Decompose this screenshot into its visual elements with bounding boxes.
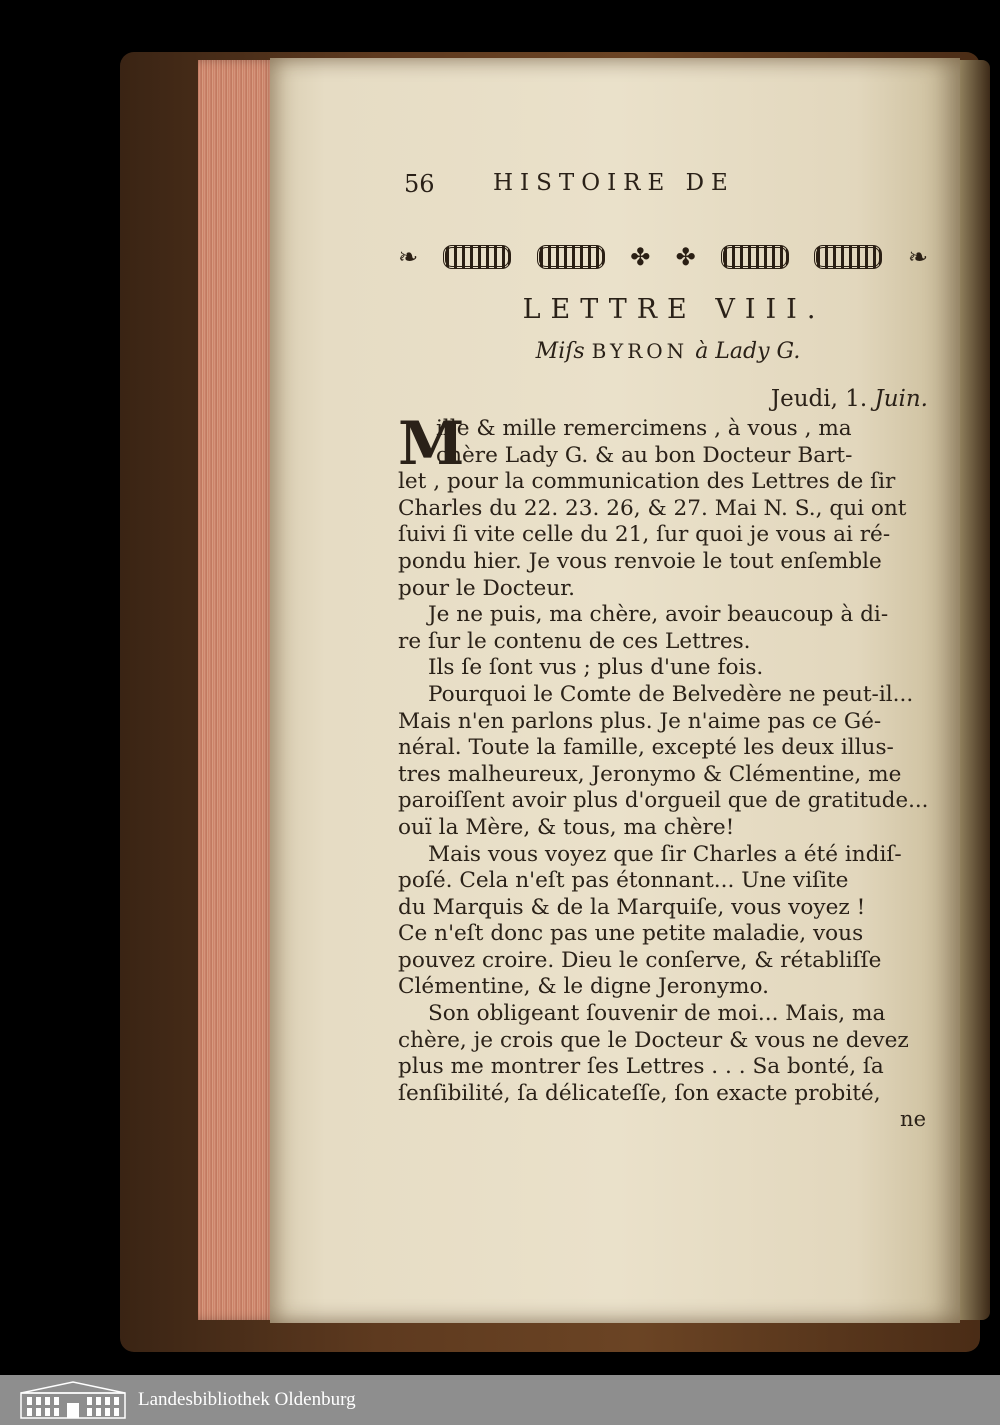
library-name: Landesbibliothek Oldenburg <box>138 1389 356 1410</box>
text-line: ille & mille remercimens , à vous , ma <box>436 416 852 441</box>
address-name: BYRON <box>591 339 689 363</box>
red-page-edges <box>198 60 278 1320</box>
text-line: chère Lady G. & au bon Docteur Bart- <box>436 442 853 468</box>
text-line: Pourquoi le Comte de Belvedère ne peut-il... <box>428 681 914 707</box>
date-text: Jeudi, 1. <box>770 386 868 412</box>
text-line: Mais n'en parlons plus. Je n'aime pas ce Gé- <box>398 708 882 734</box>
text-line: ſuivi ſi vite celle du 21, ſur quoi je vous ai ré- <box>398 522 891 548</box>
text-line: plus me montrer ſes Lettres . . . Sa bonté, ſa <box>398 1054 884 1080</box>
text-line: pondu hier. Je vous renvoie le tout enſemble <box>398 548 882 574</box>
address-prefix: Miſs <box>535 339 585 364</box>
fleuron-icon: ✤ <box>630 243 651 271</box>
ornament-piece-icon <box>443 245 511 269</box>
address-recipient: à Lady G. <box>695 339 801 364</box>
letter-date <box>398 386 928 412</box>
paragraph <box>398 602 928 655</box>
paragraph <box>398 682 928 842</box>
text-line: ſenſibilité, ſa délicateſſe, ſon exacte probité, <box>398 1080 881 1106</box>
fleuron-icon: ❧ <box>907 243 928 271</box>
text-line: néral. Toute la famille, excepté les deux illus- <box>398 735 894 761</box>
text-line: Mais vous voyez que ſir Charles a été indiſ- <box>428 841 902 867</box>
library-footer <box>0 1375 1000 1425</box>
text-line: Ce n'eſt donc pas une petite maladie, vous <box>398 921 864 947</box>
page-header <box>398 170 928 206</box>
fleuron-icon: ✤ <box>675 243 696 271</box>
text-line: let , pour la communication des Lettres de ſir <box>398 469 896 495</box>
page-number: 56 <box>404 170 435 198</box>
letter-body <box>398 409 929 1107</box>
text-line: Ils ſe ſont vus ; plus d'une fois. <box>428 655 764 681</box>
text-line: Je ne puis, ma chère, avoir beaucoup à di- <box>428 602 889 628</box>
ornamental-band <box>398 240 928 274</box>
running-head: HISTOIRE DE <box>493 170 735 196</box>
letter-address <box>398 339 928 364</box>
page-text <box>398 170 928 1131</box>
text-line: pour le Docteur. <box>398 575 576 601</box>
drop-cap: M <box>398 409 465 479</box>
text-line: Clémentine, & le digne Jeronymo. <box>398 974 769 1000</box>
text-line: re ſur le contenu de ces Lettres. <box>398 628 751 654</box>
fleuron-icon: ❧ <box>398 243 419 271</box>
library-building-icon <box>20 1381 126 1419</box>
letter-title: LETTRE VIII. <box>522 294 826 325</box>
text-line: poſé. Cela n'eſt pas étonnant... Une viſite <box>398 868 849 894</box>
text-line: du Marquis & de la Marquiſe, vous voyez ! <box>398 894 866 920</box>
ornament-piece-icon <box>721 245 789 269</box>
catchword: ne <box>900 1107 926 1132</box>
paragraph <box>398 655 928 682</box>
first-paragraph <box>398 409 928 602</box>
text-line: ouï la Mère, & tous, ma chère! <box>398 814 735 840</box>
text-line: paroiſſent avoir plus d'orgueil que de gratitude... <box>398 788 929 814</box>
text-line: Charles du 22. 23. 26, & 27. Mai N. S., qui ont <box>398 495 907 521</box>
ornament-piece-icon <box>537 245 605 269</box>
paragraph <box>398 1001 928 1107</box>
text-line: tres malheureux, Jeronymo & Clémentine, me <box>398 761 902 787</box>
paragraph <box>398 842 928 1002</box>
ornament-piece-icon <box>814 245 882 269</box>
text-line: pouvez croire. Dieu le conſerve, & rétabliſſe <box>398 947 882 973</box>
text-line: chère, je crois que le Docteur & vous ne devez <box>398 1027 909 1053</box>
text-line: Son obligeant ſouvenir de moi... Mais, ma <box>428 1001 886 1027</box>
date-month: Juin. <box>874 386 928 412</box>
